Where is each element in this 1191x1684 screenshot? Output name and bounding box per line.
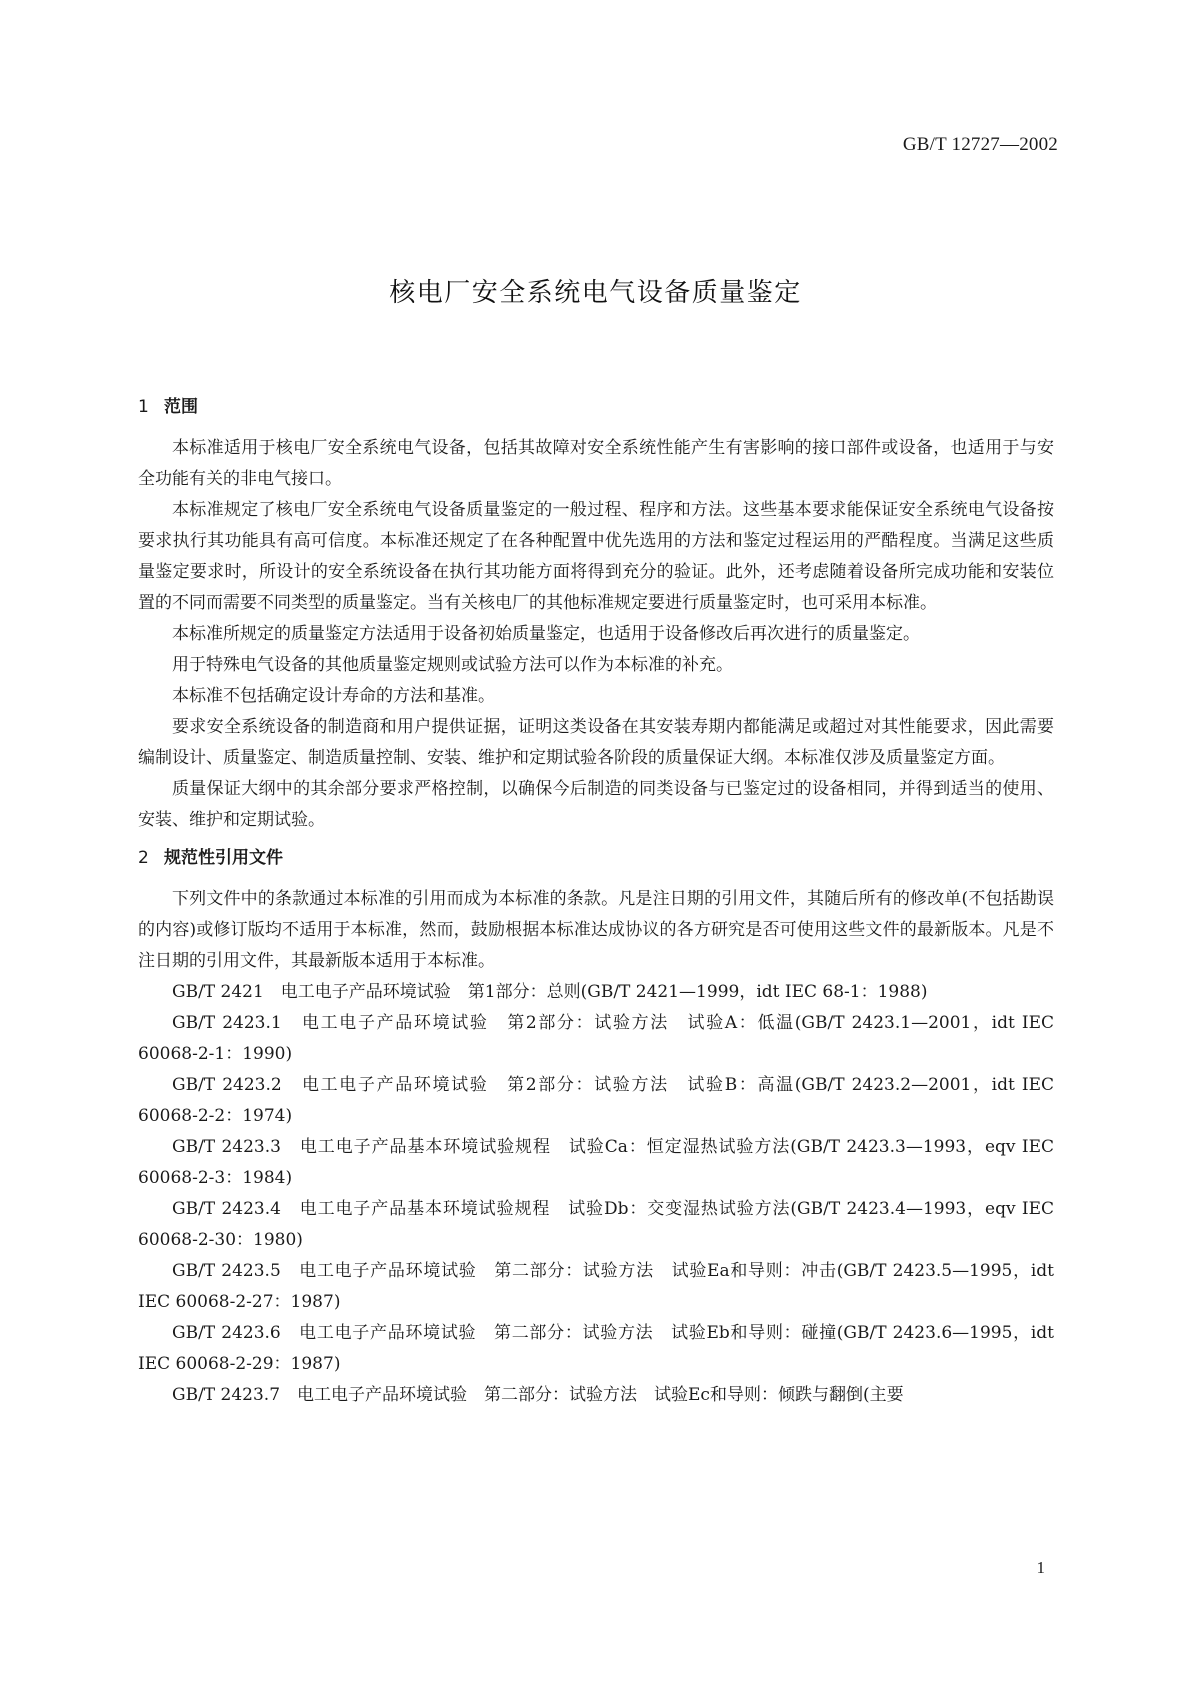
paragraph: 本标准适用于核电厂安全系统电气设备，包括其故障对安全系统性能产生有害影响的接口部件或设备，也适用于与安全功能有关的非电气接口。 (138, 438, 1054, 489)
section-heading-normative-references (138, 846, 1054, 870)
reference-entry: GB/T 2423.6 电工电子产品环境试验 第二部分：试验方法 试验Eb和导则：碰撞(GB/T 2423.6—1995，idt IEC 60068-2-29：1987) (138, 1323, 1054, 1374)
section-number: 1 (138, 397, 149, 417)
standard-code: GB/T 12727—2002 (902, 134, 1058, 155)
section-heading-scope (138, 395, 1054, 419)
reference-entry: GB/T 2423.4 电工电子产品基本环境试验规程 试验Db：交变湿热试验方法(GB/T 2423.4—1993，eqv IEC 60068-2-30：1980) (138, 1199, 1054, 1250)
paragraph: 下列文件中的条款通过本标准的引用而成为本标准的条款。凡是注日期的引用文件，其随后所有的修改单(不包括勘误的内容)或修订版均不适用于本标准，然而，鼓励根据本标准达成协议的各方研究是否可使用这些文件的最新版本。凡是不注日期的引用文件，其最新版本适用于本标准。 (138, 889, 1054, 971)
section-number: 2 (138, 848, 149, 868)
paragraph: 本标准所规定的质量鉴定方法适用于设备初始质量鉴定，也适用于设备修改后再次进行的质量鉴定。 (172, 624, 920, 644)
reference-entry: GB/T 2423.2 电工电子产品环境试验 第2部分：试验方法 试验B：高温(GB/T 2423.2—2001，idt IEC 60068-2-2：1974) (138, 1075, 1054, 1126)
reference-entry: GB/T 2423.1 电工电子产品环境试验 第2部分：试验方法 试验A：低温(GB/T 2423.1—2001，idt IEC 60068-2-1：1990) (138, 1013, 1054, 1064)
paragraph: 用于特殊电气设备的其他质量鉴定规则或试验方法可以作为本标准的补充。 (172, 655, 733, 675)
section-title: 范围 (164, 397, 198, 417)
paragraph: 本标准规定了核电厂安全系统电气设备质量鉴定的一般过程、程序和方法。这些基本要求能保证安全系统电气设备按要求执行其功能具有高可信度。本标准还规定了在各种配置中优先选用的方法和鉴定过程运用的严酷程度。当满足这些质量鉴定要求时，所设计的安全系统设备在执行其功能方面将得到充分的验证。此外，还考虑随着设备所完成功能和安装位置的不同而需要不同类型的质量鉴定。当有关核电厂的其他标准规定要进行质量鉴定时，也可采用本标准。 (138, 500, 1054, 613)
paragraph: 质量保证大纲中的其余部分要求严格控制，以确保今后制造的同类设备与已鉴定过的设备相同，并得到适当的使用、安装、维护和定期试验。 (138, 779, 1054, 830)
reference-entry: GB/T 2421 电工电子产品环境试验 第1部分：总则(GB/T 2421—1999，idt IEC 68-1：1988) (172, 982, 928, 1002)
page-number: 1 (1036, 1558, 1045, 1577)
reference-entry: GB/T 2423.7 电工电子产品环境试验 第二部分：试验方法 试验Ec和导则：倾跌与翻倒(主要 (172, 1385, 904, 1405)
document-title: 核电厂安全系统电气设备质量鉴定 (389, 278, 802, 308)
paragraph: 本标准不包括确定设计寿命的方法和基准。 (172, 686, 495, 706)
reference-entry: GB/T 2423.5 电工电子产品环境试验 第二部分：试验方法 试验Ea和导则：冲击(GB/T 2423.5—1995，idt IEC 60068-2-27：1987) (138, 1261, 1054, 1312)
document-body (138, 395, 1054, 1411)
paragraph: 要求安全系统设备的制造商和用户提供证据，证明这类设备在其安装寿期内都能满足或超过对其性能要求，因此需要编制设计、质量鉴定、制造质量控制、安装、维护和定期试验各阶段的质量保证大纲。本标准仅涉及质量鉴定方面。 (138, 717, 1054, 768)
reference-entry: GB/T 2423.3 电工电子产品基本环境试验规程 试验Ca：恒定湿热试验方法(GB/T 2423.3—1993，eqv IEC 60068-2-3：1984) (138, 1137, 1054, 1188)
section-title: 规范性引用文件 (164, 848, 283, 868)
